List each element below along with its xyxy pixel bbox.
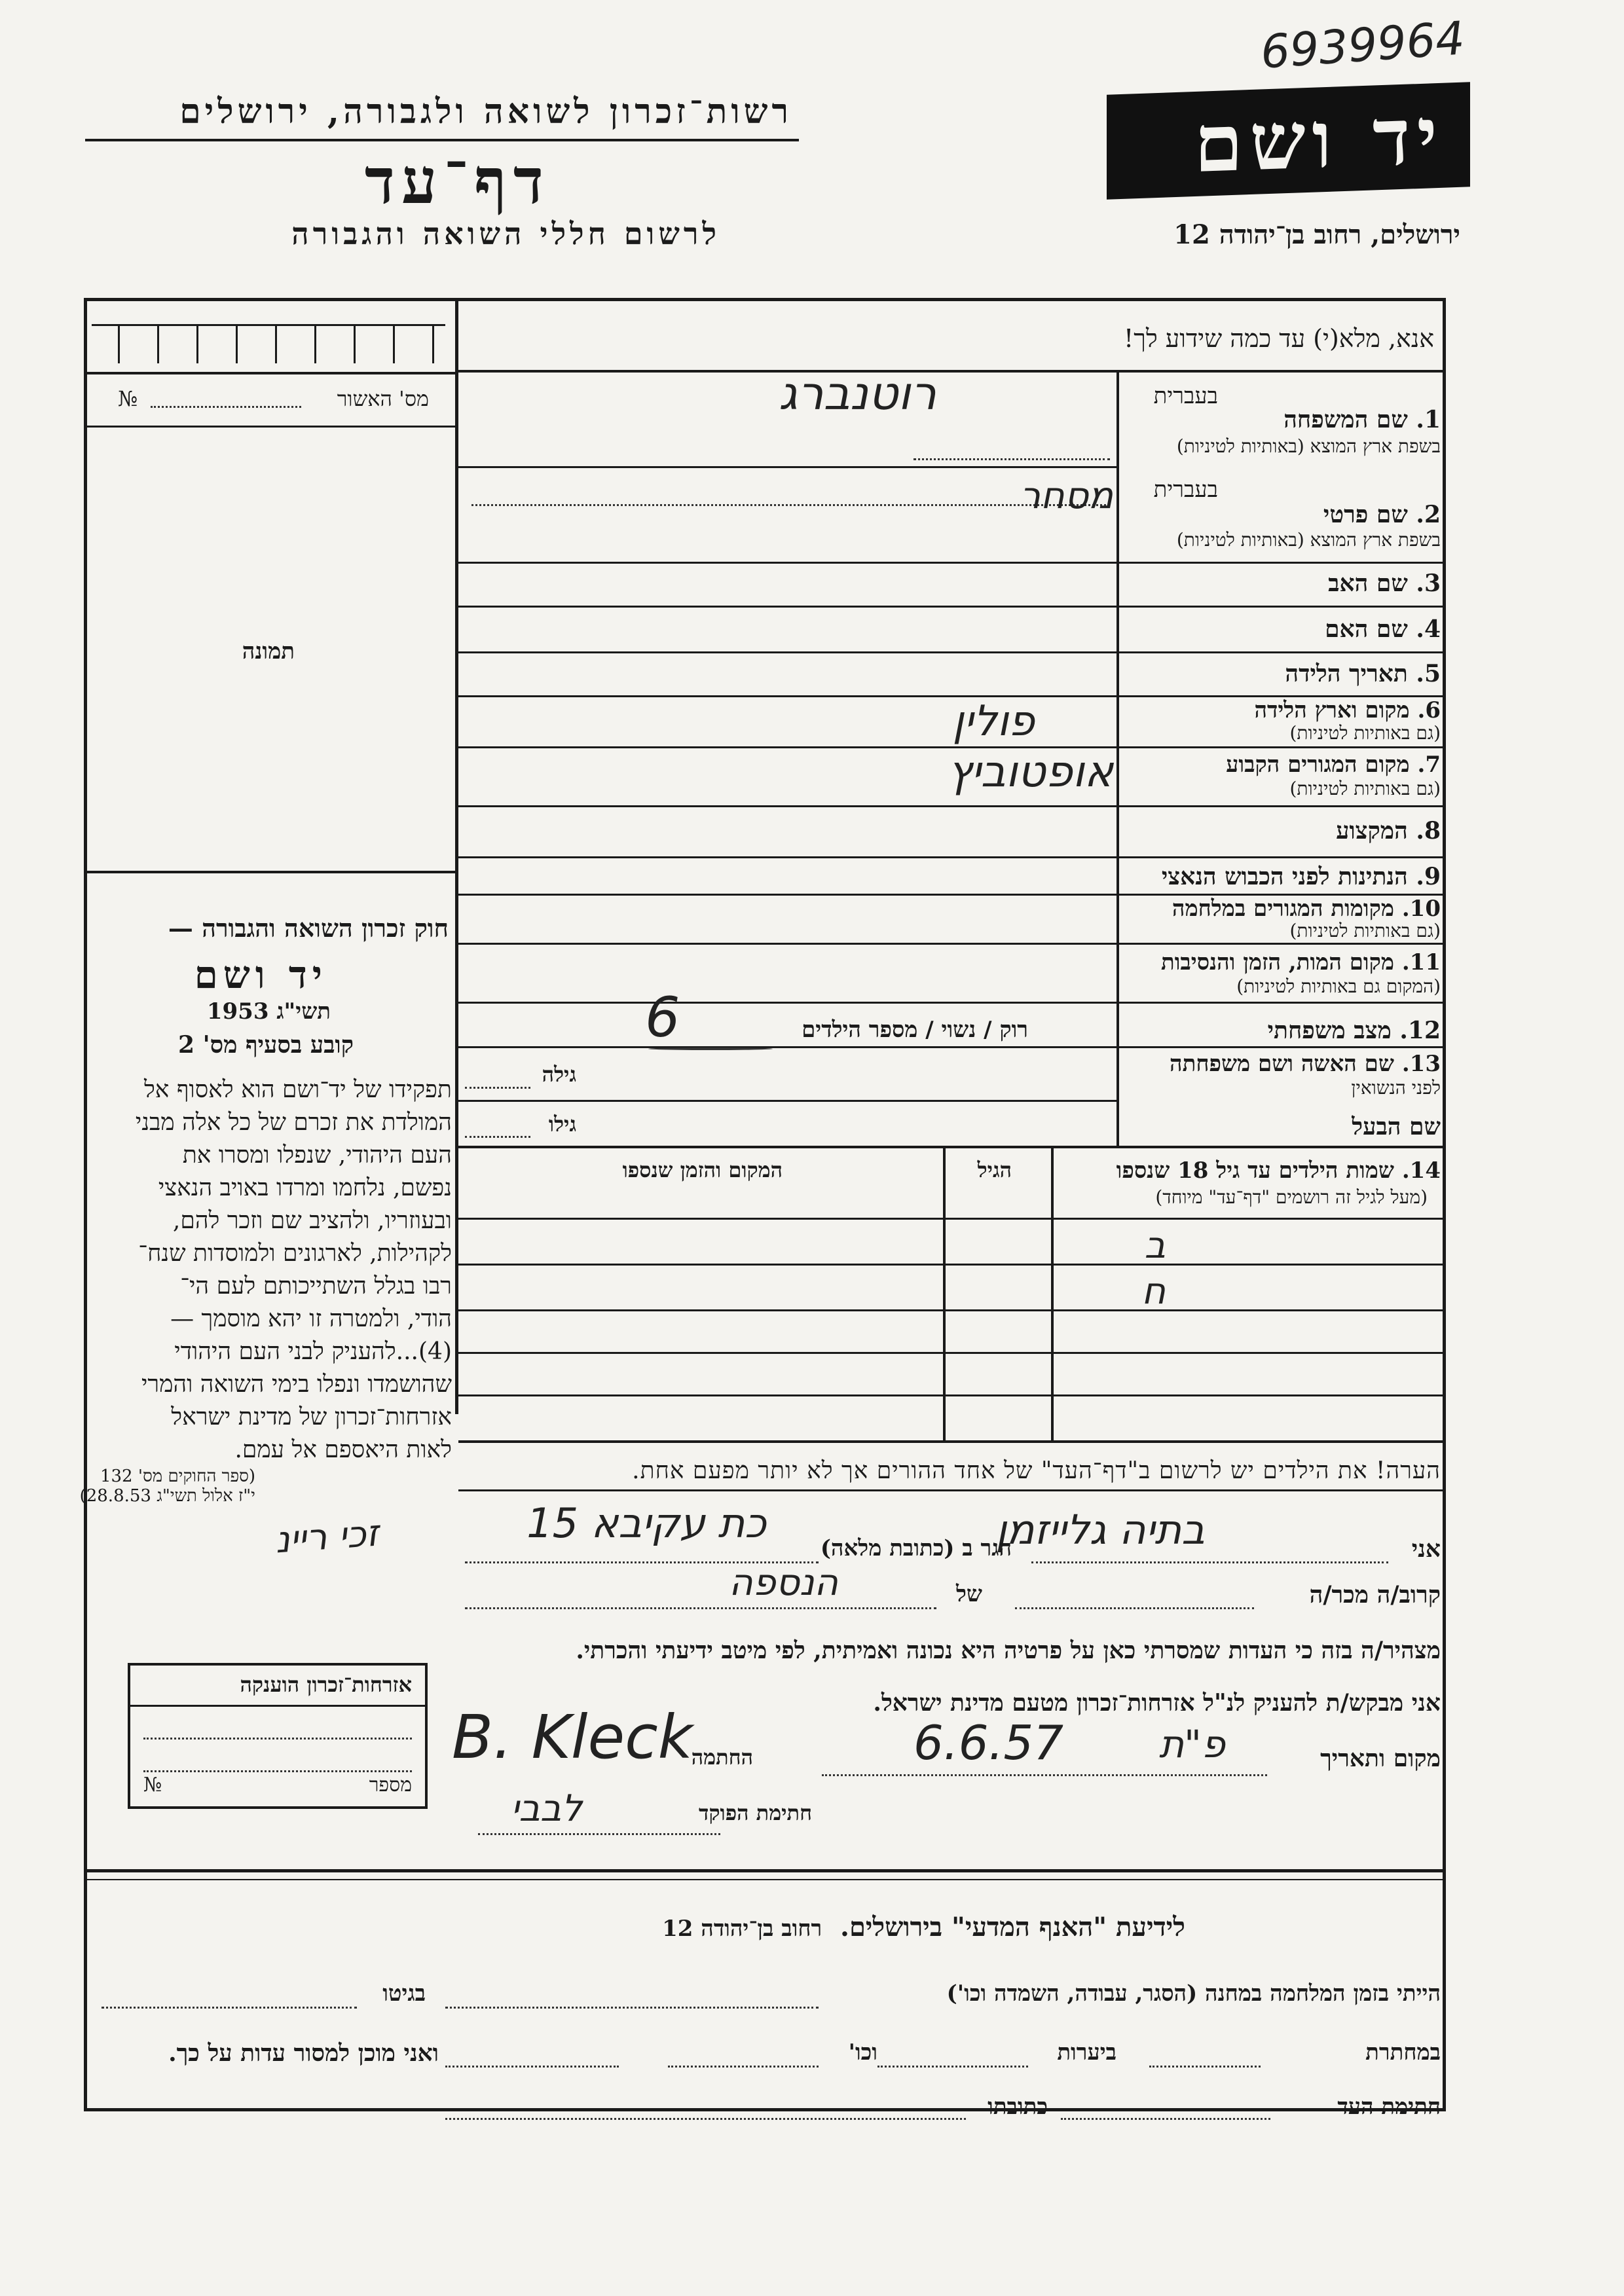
- citizenship-box: [128, 1663, 428, 1809]
- field-2-hebrew-label: בעברית: [1153, 477, 1218, 503]
- field-1-hebrew-label: בעברית: [1153, 383, 1218, 409]
- child-mark-2[interactable]: ח: [1141, 1270, 1166, 1313]
- of-label: של: [956, 1581, 982, 1607]
- children-count-underline: [648, 1048, 773, 1050]
- document-number: 6939964: [1259, 11, 1467, 79]
- field-11-sub: (המקום גם באותיות לטיניות): [1236, 975, 1441, 997]
- field-8-label: 8. המקצוע: [1336, 817, 1441, 845]
- signature-value[interactable]: B. Kleck: [452, 1702, 693, 1772]
- field-13-sub: לפני הנשואין: [1351, 1077, 1441, 1099]
- yad-vashem-logo: [1107, 82, 1470, 199]
- footer-line3-b: כתובתו: [987, 2094, 1048, 2120]
- relation-label: קרוב/ה מכר/ה: [1309, 1581, 1441, 1609]
- label-column-divider: [1116, 372, 1119, 1148]
- field-10-label: 10. מקומות המגורים במלחמה: [1172, 896, 1441, 922]
- citizenship-box-no: №: [143, 1774, 162, 1796]
- wife-age-field[interactable]: [465, 1087, 530, 1089]
- field-6-sub: (גם באותיות לטיניות): [1289, 722, 1441, 744]
- field-7-label: 7. מקום המגורים הקבוע: [1226, 752, 1441, 778]
- marital-status-options: רוק / נשוי / מספר הילדים: [802, 1017, 1028, 1043]
- place-value[interactable]: פ"ת: [1159, 1722, 1226, 1766]
- relation-value[interactable]: הנספה: [729, 1561, 838, 1604]
- footer-line2-d: ואני מוכן למסור עדות על כך.: [168, 2039, 439, 2067]
- field-1-sub: בשפת ארץ המוצא (באותיות לטיניות): [1176, 435, 1441, 457]
- officer-signature-value[interactable]: לבבי: [511, 1787, 583, 1830]
- date-value[interactable]: 6.6.57: [913, 1715, 1064, 1770]
- lives-at-label: הגר ב (כתובת מלאה): [820, 1535, 1012, 1561]
- law-clause: קובע בסעיף מס' 2: [178, 1031, 354, 1059]
- field-2-label: 2. שם פרטי: [1323, 501, 1441, 528]
- husband-age-field[interactable]: [465, 1136, 530, 1138]
- law-source-2: י"ז אלול תשי"ג 28.8.53): [79, 1486, 255, 1506]
- citizenship-box-title: אזרחות־זכרון הוענקה: [240, 1672, 412, 1697]
- law-text-block: תפקידו של יד־ושם הוא לאסוף אל המולדת את זכרם של כל אלה מבני העם היהודי, שנפלו ומסרו את נפשם, נלחמו ומרדו באויב הנאצי ובעוזריו, ולהציב שם וזכר להם, לקהילות, לארגונים ולמוסדות שנח־ רבו בגלל השתייכותם לעם הי־ הודי, ולמטרה זו יהא מוסמך — (4)...להעניק לבני העם היהודי שהושמדו ונפלו בימי השואה והמרי אזרחות־זכרון של מדינת ישראל לאות היאספם אל עמם.: [135, 1076, 452, 1463]
- form-title: דף־עד: [364, 144, 550, 218]
- officer-signature-label: חתימת הפוקד: [699, 1800, 812, 1825]
- field-9-label: 9. הנתינות לפני הכבוש הנאצי: [1161, 863, 1441, 890]
- authority-underline: [85, 139, 799, 141]
- field-3-label: 3. שם האב: [1328, 570, 1441, 597]
- field-13-label: 13. שם האשה ושם משפחתה: [1170, 1051, 1441, 1077]
- ghetto-field[interactable]: [101, 2007, 357, 2009]
- footer-line1-b: בגיטו: [382, 1980, 426, 2007]
- forests-field[interactable]: [877, 2066, 1028, 2068]
- field-1-label: 1. שם המשפחה: [1283, 406, 1441, 433]
- testimony-field[interactable]: [445, 2066, 619, 2068]
- authority-name: רשות־זכרון לשואה ולגבורה, ירושלים: [179, 92, 792, 132]
- footer-line2-b: ביערות: [1057, 2039, 1116, 2066]
- wife-age-label: גילה: [542, 1062, 576, 1087]
- field-12-label: 12. מצב משפחתי: [1267, 1017, 1441, 1044]
- header-address: ירושלים, רחוב בן־יהודה 12: [1173, 219, 1460, 250]
- children-header-sub: (מעל לגיל זה רושמים "דף־עד" מיוחד): [1155, 1186, 1428, 1208]
- children-place-header: המקום והזמן שנספו: [622, 1157, 783, 1182]
- citizenship-box-number: מספר: [369, 1774, 412, 1796]
- etc-field[interactable]: [668, 2066, 819, 2068]
- form-subtitle: לרשום חללי השואה והגבורה: [291, 216, 720, 251]
- approval-field[interactable]: [151, 406, 301, 408]
- law-name: יד ושם: [194, 953, 327, 997]
- footer-line2-c: וכו': [848, 2039, 877, 2066]
- children-note: הערה! את הילדים יש לרשום ב"דף־העד" של אחד ההורים אך לא יותר מפעם אחת.: [632, 1457, 1441, 1484]
- field-5-label: 5. תאריך הלידה: [1285, 660, 1441, 687]
- field-7-sub: (גם באותיות לטיניות): [1289, 778, 1441, 799]
- field-6-label: 6. מקום וארץ הלידה: [1254, 697, 1441, 723]
- camp-field[interactable]: [445, 2007, 819, 2009]
- approval-no-sign: №: [118, 386, 138, 411]
- approval-label: מס' האשור: [337, 386, 429, 411]
- underground-field[interactable]: [1149, 2066, 1261, 2068]
- footer-line3-a: חתימת העד: [1337, 2094, 1441, 2120]
- law-title: חוק זכרון השואה והגבורה —: [168, 913, 449, 943]
- top-note-rule: [455, 370, 1446, 373]
- field-2-value[interactable]: מסחר: [1020, 475, 1113, 517]
- footer-line2-a: במחתרת: [1365, 2039, 1441, 2066]
- handwriting-left: זכי ריינ: [273, 1512, 380, 1562]
- request-text: אני מבקש/ת להעניק לנ"ל אזרחות־זכרון מטעם מדינת ישראל.: [873, 1689, 1441, 1717]
- child-mark-1[interactable]: ב: [1144, 1224, 1166, 1267]
- footer-line1-a: הייתי בזמן המלחמה במחנה (הסגר, עבודה, השמדה וכו'): [946, 1980, 1441, 2007]
- field-1-value[interactable]: רוטנברג: [779, 367, 936, 420]
- signature-label: החתמה: [691, 1745, 753, 1770]
- witness-name[interactable]: בתיה גלייזמן: [995, 1506, 1205, 1554]
- witness-address-field[interactable]: [445, 2118, 966, 2120]
- law-source-1: (ספר החוקים מס' 132: [100, 1467, 255, 1486]
- children-age-header: הגיל: [977, 1157, 1012, 1182]
- field-7-value[interactable]: אופטוביץ: [948, 746, 1113, 797]
- address-value[interactable]: כת עקיבא 15: [526, 1499, 766, 1547]
- photo-label: תמונה: [242, 638, 295, 665]
- witness-signature-field[interactable]: [1061, 2118, 1270, 2120]
- field-10-sub: (גם באותיות לטיניות): [1289, 920, 1441, 941]
- husband-label: שם הבעל: [1352, 1113, 1441, 1140]
- field-2-sub: בשפת ארץ המוצא (באותיות לטיניות): [1176, 529, 1441, 551]
- declaration-i-label: אני: [1411, 1535, 1441, 1563]
- law-year: תשי"ג 1953: [206, 998, 331, 1025]
- check-digits-strip: [92, 324, 445, 363]
- footer-title: לידיעת "האנף המדעי" בירושלים. רחוב בן־יהודה 12: [662, 1912, 1185, 1942]
- children-header-label: 14. שמות הילדים עד גיל 18 שנספו: [1116, 1157, 1441, 1184]
- field-11-label: 11. מקום המות, הזמן והנסיבות: [1160, 949, 1441, 975]
- top-note: אנא, מלא(י) עד כמה שידוע לך!: [1124, 324, 1434, 353]
- husband-age-label: גילו: [548, 1112, 576, 1137]
- children-count-value[interactable]: 6: [645, 985, 680, 1049]
- place-date-label: מקום ותאריך: [1320, 1745, 1441, 1772]
- declare-text: מצהיר/ה בזה כי העדות שמסרתי כאן על פרטיה היא נכונה ואמיתית, לפי מיטב ידיעתי והכרתי.: [576, 1637, 1441, 1664]
- field-4-label: 4. שם האם: [1325, 615, 1441, 643]
- logo-text: יד ושם: [1194, 89, 1444, 191]
- field-6-value[interactable]: פולין: [952, 697, 1035, 746]
